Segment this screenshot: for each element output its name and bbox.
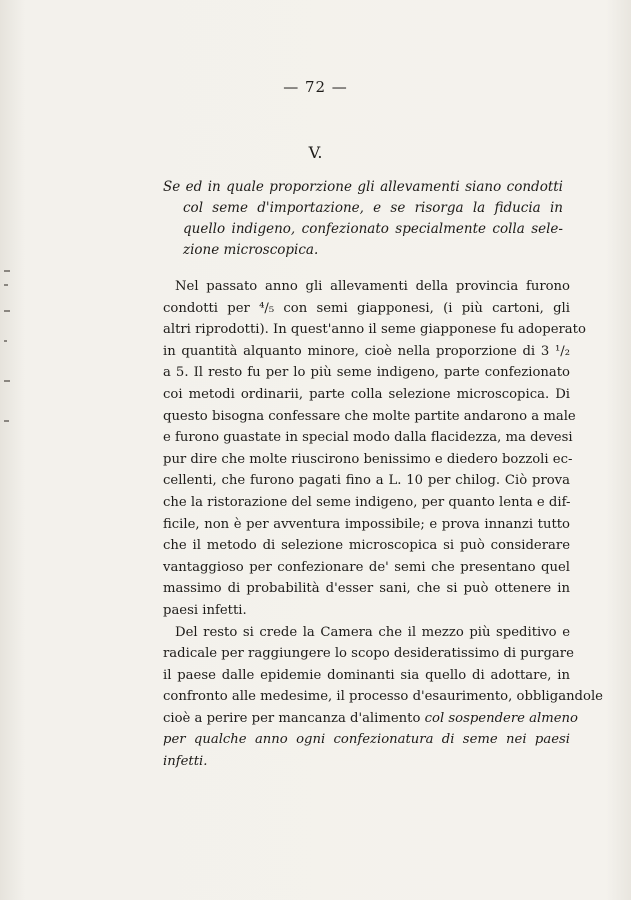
body-text	[163, 276, 603, 773]
text-line	[163, 729, 570, 751]
text-line: massimo di probabilità d'esser sani, che si può ottenere in	[163, 581, 570, 597]
page-number: — 72 —	[283, 78, 348, 96]
heading-line: quello indigeno, confezionato specialmente colla sele-	[183, 221, 563, 237]
text-line: pur dire che molte riuscirono benissimo e diedero bozzoli ec-	[163, 451, 573, 467]
text-line: che la ristorazione del seme indigeno, per quanto lenta e dif-	[163, 494, 571, 510]
heading-line: col seme d'importazione, e se risorga la fiducia in	[183, 200, 563, 216]
text-line-italic: per qualche anno ogni confezionatura di seme nei paesi	[163, 732, 570, 748]
text-line: questo bisogna confessare che molte partite andarono a male	[163, 408, 576, 424]
text-line: vantaggioso per confezionare de' semi che presentano quel	[163, 559, 570, 575]
text-line: ficile, non è per avventura impossibile; e prova innanzi tutto	[163, 516, 570, 532]
paragraph-2	[163, 622, 603, 773]
text-line: che il metodo di selezione microscopica si può considerare	[163, 538, 570, 554]
section-heading	[163, 177, 563, 261]
text-line: cellenti, che furono pagati fino a L. 10 per chilog. Ciò prova	[163, 473, 570, 489]
paragraph-1	[163, 276, 586, 622]
text-line: in quantità alquanto minore, cioè nella proporzione di 3 ¹/₂	[163, 343, 570, 359]
heading-line: Se ed in quale proporzione gli allevamenti siano condotti	[163, 179, 563, 195]
text-line-italic: infetti.	[163, 754, 208, 770]
text-line: a 5. Il resto fu per lo più seme indigeno, parte confezionato	[163, 365, 570, 381]
text-line	[163, 751, 570, 773]
text-line	[163, 708, 578, 730]
text-line: confronto alle medesime, il processo d'esaurimento, obbligandole	[163, 689, 603, 705]
text-line: e furono guastate in special modo dalla flacidezza, ma devesi	[163, 430, 573, 446]
page-edge-marks	[4, 270, 12, 430]
text-line: paesi infetti.	[163, 602, 247, 618]
text-line: altri riprodotti). In quest'anno il seme giapponese fu adoperato	[163, 322, 586, 338]
text-line: coi metodi ordinarii, parte colla selezione microscopica. Di	[163, 386, 570, 402]
section-number: V.	[308, 143, 323, 162]
text-line: il paese dalle epidemie dominanti sia quello di adottare, in	[163, 667, 570, 683]
text-line-italic: col sospendere almeno	[424, 710, 578, 726]
text-line-roman: cioè a perire per mancanza d'alimento	[163, 710, 421, 726]
heading-line: zione microscopica.	[183, 242, 319, 258]
text-line: Del resto si crede la Camera che il mezzo più speditivo e	[175, 624, 570, 640]
text-line: condotti per ⁴/₅ con semi giapponesi, (i più cartoni, gli	[163, 300, 570, 316]
text-line: radicale per raggiungere lo scopo desideratissimo di purgare	[163, 646, 574, 662]
text-line: Nel passato anno gli allevamenti della provincia furono	[175, 279, 570, 294]
